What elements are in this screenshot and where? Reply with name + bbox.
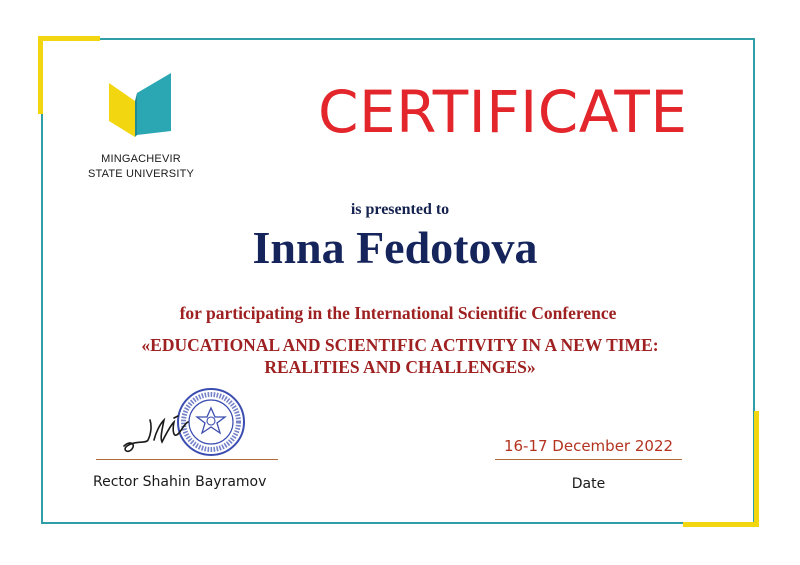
certificate-title: CERTIFICATE: [318, 78, 688, 146]
presented-to-text: is presented to: [350, 201, 450, 218]
rector-signature: [118, 410, 218, 456]
recipient-name: Inna Fedotova: [252, 222, 538, 273]
conference-title-line1: «EDUCATIONAL AND SCIENTIFIC ACTIVITY IN A NEW TIME:: [141, 335, 659, 355]
university-name-line2: STATE UNIVERSITY: [87, 168, 195, 180]
top-left-corner-accent-horizontal: [38, 36, 100, 41]
rector-name: Rector Shahin Bayramov: [93, 474, 267, 490]
date-label: Date: [571, 476, 606, 492]
bottom-right-corner-accent-vertical: [754, 411, 759, 527]
university-name: [84, 152, 198, 182]
bottom-right-corner-accent-horizontal: [683, 522, 759, 527]
date-line: [495, 459, 682, 460]
event-date: 16-17 December 2022: [503, 437, 674, 455]
university-name-line1: MINGACHEVIR: [101, 153, 181, 165]
signature-line: [96, 459, 278, 460]
conference-title-line2: REALITIES AND CHALLENGES»: [264, 357, 536, 377]
top-left-corner-accent-vertical: [38, 36, 43, 114]
participation-text: for participating in the International Scientific Conference: [179, 303, 617, 323]
university-logo-icon: [107, 71, 173, 137]
